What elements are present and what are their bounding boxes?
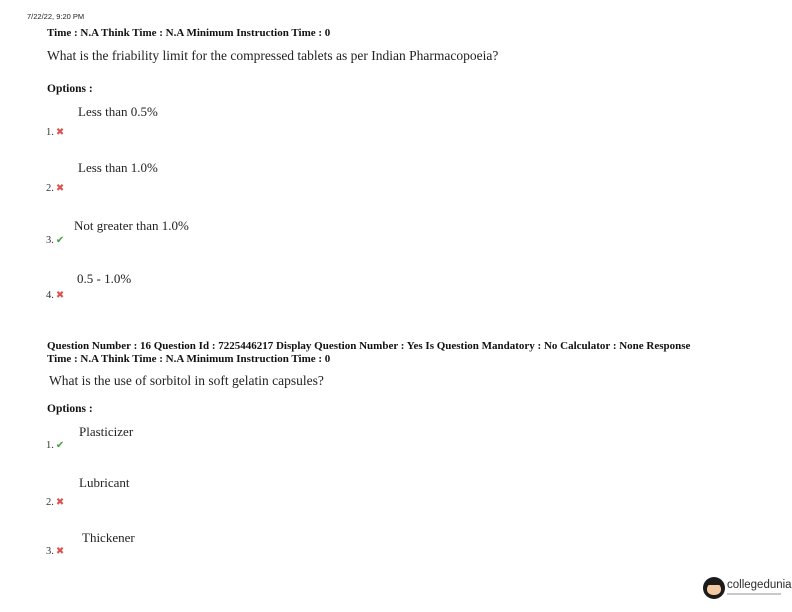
q16-option-3-text: Thickener (82, 530, 135, 545)
correct-check-icon: ✔ (55, 440, 65, 451)
q16-option-3-number: 3. ✖ (46, 546, 65, 557)
q15-option-3-number: 3. ✔ (46, 235, 65, 246)
wrong-mark-icon: ✖ (55, 127, 65, 138)
q15-option-2-text: Less than 1.0% (78, 160, 158, 175)
print-timestamp: 7/22/22, 9:20 PM (27, 12, 85, 21)
q16-option-1-number: 1. ✔ (46, 440, 65, 451)
q15-option-1-text: Less than 0.5% (78, 104, 158, 119)
q15-option-4-number: 4. ✖ (46, 290, 65, 301)
wrong-mark-icon: ✖ (55, 546, 65, 557)
q15-options-label: Options : (47, 83, 93, 95)
mascot-icon (703, 577, 725, 599)
q16-option-1-text: Plasticizer (79, 424, 134, 439)
wrong-mark-icon: ✖ (55, 290, 65, 301)
q15-question-text: What is the friability limit for the compressed tablets as per Indian Pharmacopoeia? (47, 48, 499, 63)
q15-option-2-number: 2. ✖ (46, 183, 65, 194)
brand-name: collegedunia (727, 579, 792, 591)
correct-check-icon: ✔ (55, 235, 65, 246)
q16-question-text: What is the use of sorbitol in soft gelatin capsules? (49, 373, 324, 388)
q15-option-1-number: 1. ✖ (46, 127, 65, 138)
q16-info-line: Question Number : 16 Question Id : 7225446217 Display Question Number : Yes Is Question Mandatory : No Calculator : None Response (47, 340, 691, 352)
brand-tagline-line (727, 593, 781, 595)
wrong-mark-icon: ✖ (55, 497, 65, 508)
q16-option-2-text: Lubricant (79, 475, 130, 490)
q16-option-2-number: 2. ✖ (46, 497, 65, 508)
q15-timing-line: Time : N.A Think Time : N.A Minimum Instruction Time : 0 (47, 27, 331, 39)
q16-timing-line: Time : N.A Think Time : N.A Minimum Instruction Time : 0 (47, 353, 331, 365)
wrong-mark-icon: ✖ (55, 183, 65, 194)
q15-option-3-text: Not greater than 1.0% (74, 218, 189, 233)
q16-options-label: Options : (47, 403, 93, 415)
q15-option-4-text: 0.5 - 1.0% (77, 271, 132, 286)
